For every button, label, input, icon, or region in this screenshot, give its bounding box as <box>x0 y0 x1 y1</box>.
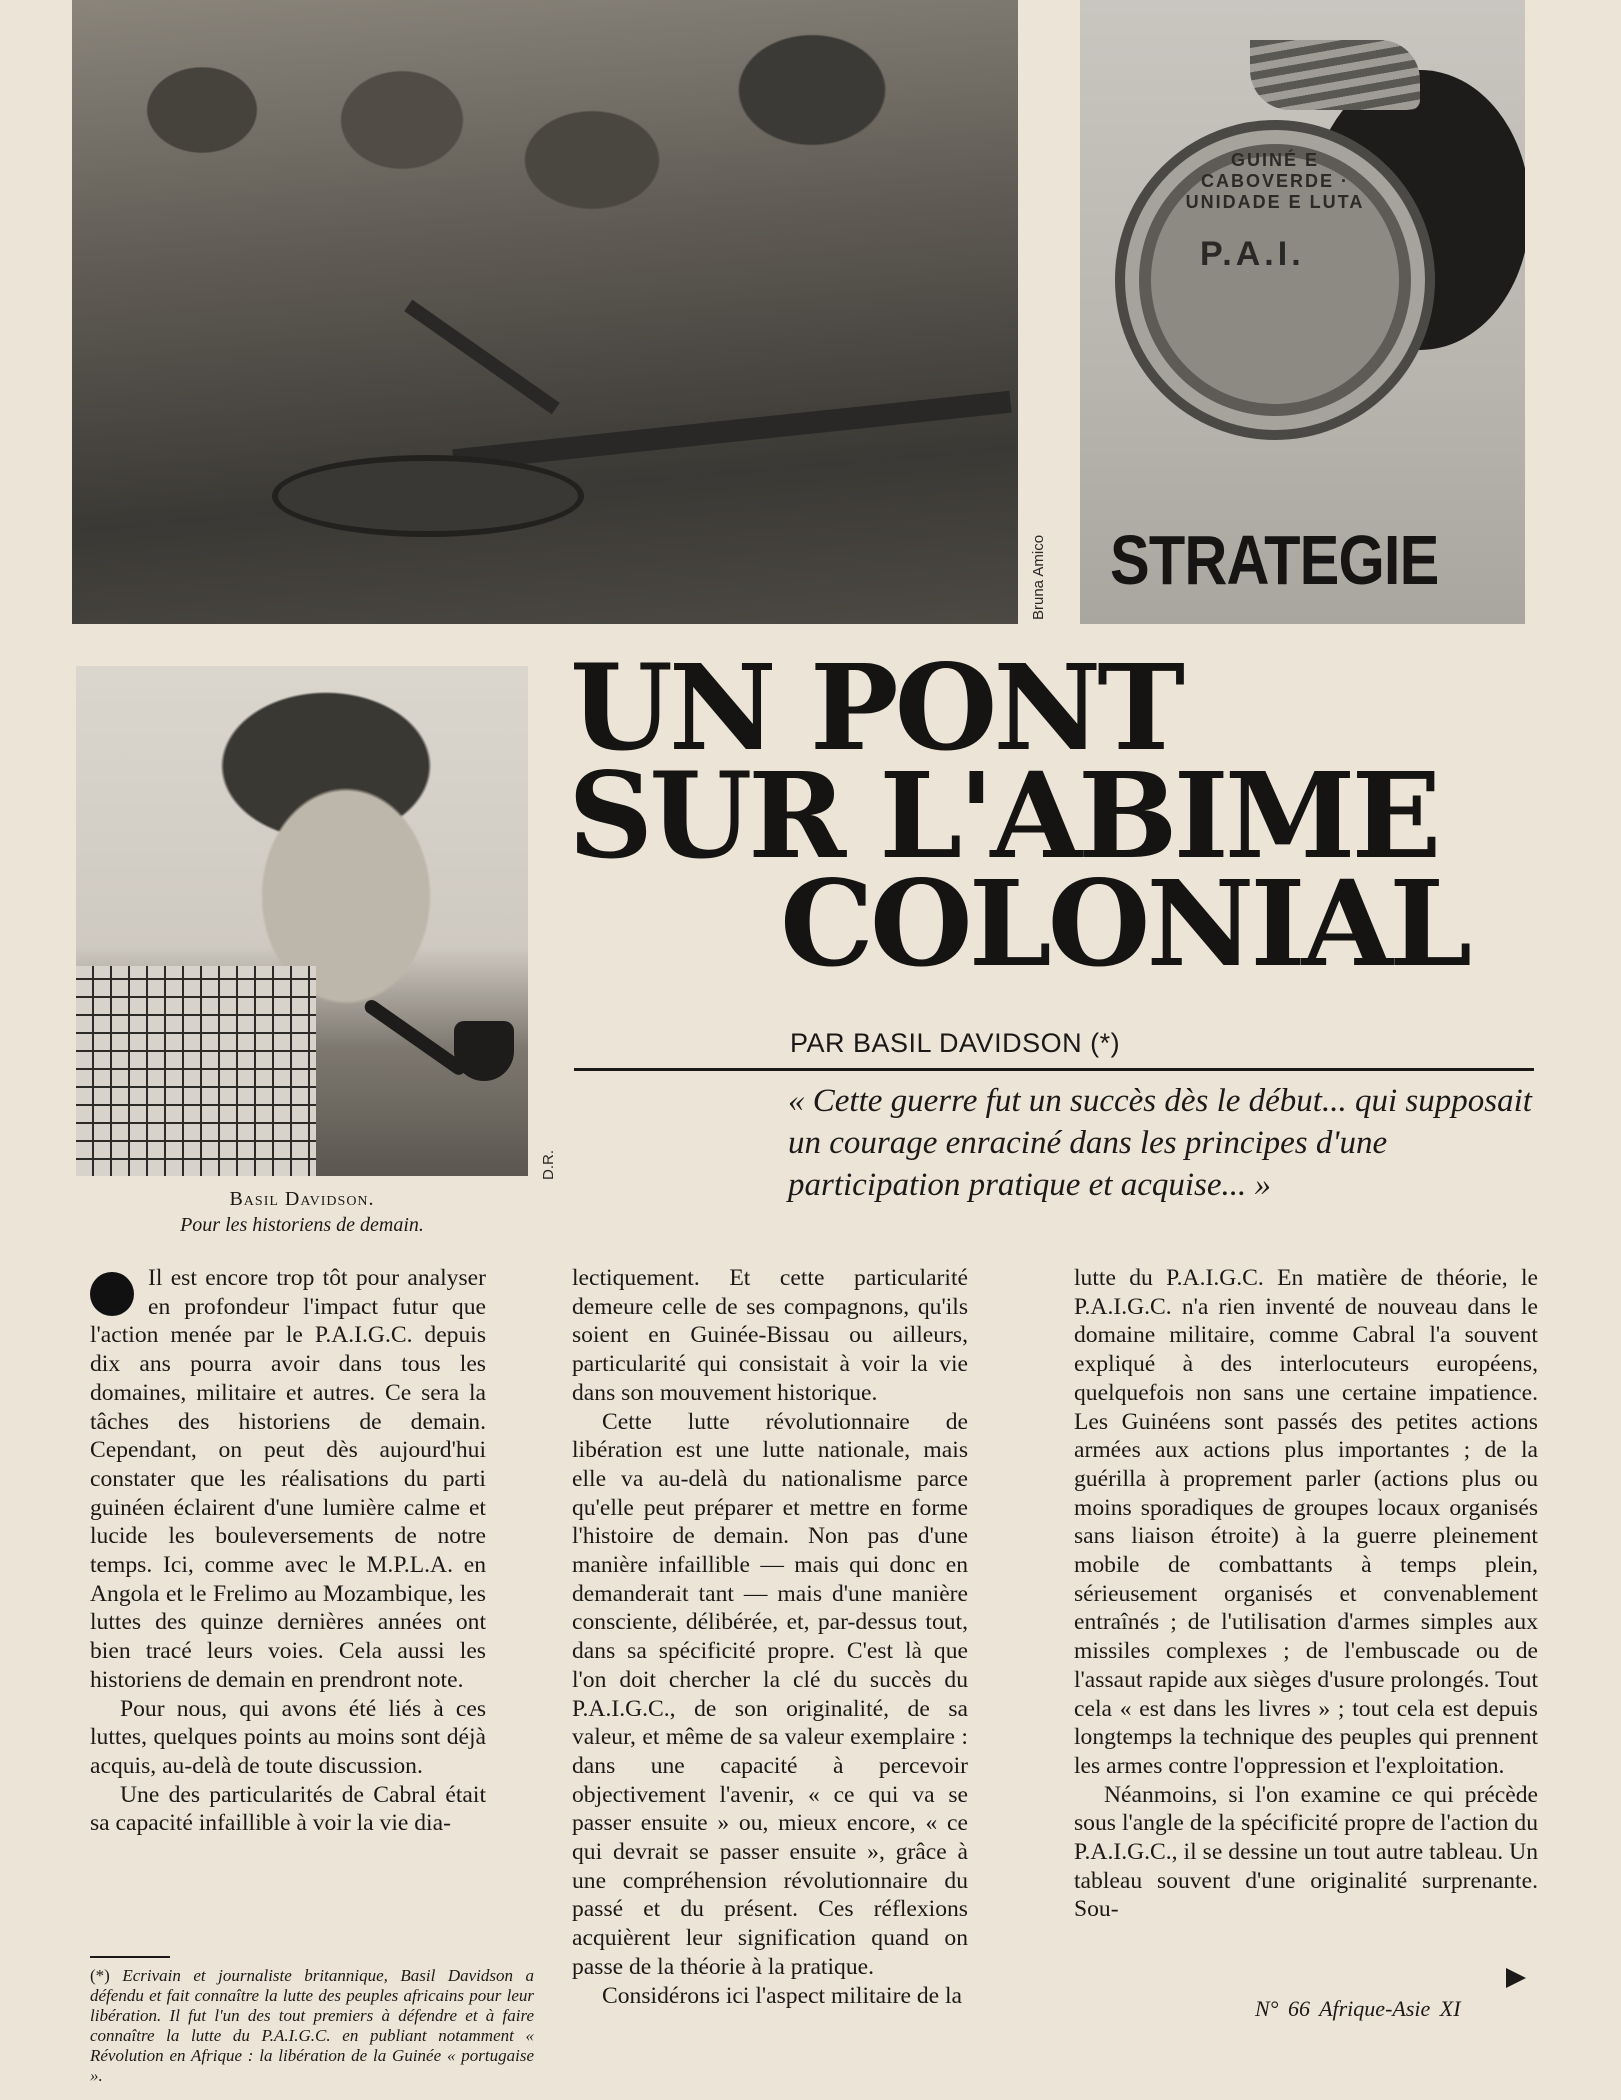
bullet-icon <box>90 1272 134 1316</box>
footnote-marker: (*) <box>90 1966 110 1985</box>
photo-credit-soldiers: Bruna Amico <box>1030 534 1047 620</box>
title-line-3: COLONIAL <box>780 854 1469 993</box>
body-column-1 <box>90 1264 486 1838</box>
section-label: STRATEGIE <box>1110 521 1439 599</box>
footnote-text: Ecrivain et journaliste britannique, Basil Davidson a défendu et fait connaître la lutte des peuples africains pour leur libération. Il fut l'un des tout premiers à défendre et à faire connaître la lutte du P.A.I.G.C. en publiant notamment « Révolution en Afrique : la libération de la Guinée « portugaise ». <box>90 1966 534 2085</box>
caption-name: Basil Davidson. <box>229 1188 375 1210</box>
title-rule <box>574 1068 1534 1071</box>
paragraph: Une des particularités de Cabral était sa capacité infaillible à voir la vie dia- <box>90 1781 486 1837</box>
page-folio: N° 66 Afrique-Asie XI <box>1255 1996 1461 2021</box>
paragraph: Néanmoins, si l'on examine ce qui précède sous l'angle de la spécificité propre de l'action du P.A.I.G.C., il se dessine un tout autre tableau. Un tableau souvent d'une originalité surprenante. Sou- <box>1074 1781 1538 1923</box>
emblem-wing-icon <box>1250 40 1420 110</box>
gun-drum-magazine <box>272 455 584 537</box>
paragraph: lectiquement. Et cette particularité demeure celle de ses compagnons, qu'ils soient en Guinée-Bissau ou ailleurs, particularité qui consistait à voir la vie dans son mouvement historique. <box>572 1265 968 1406</box>
body-column-2 <box>572 1264 968 2010</box>
photo-caption <box>76 1186 528 1238</box>
title-line-1: UN PONT <box>570 638 1182 777</box>
paragraph: Cette lutte révolutionnaire de libération est une lutte nationale, mais elle va au-delà du nationalisme parce qu'elle peut préparer et mettre en forme l'histoire de demain. Non pas d'une manière infaillible — mais qui donc en demanderait tant — mais d'une manière consciente, délibérée, et, par-dessus tout, dans sa spécificité propre. C'est là que l'on doit chercher la clé du succès du P.A.I.G.C., de son originalité, de sa valeur, et même de sa valeur exemplaire : dans une capacité à percevoir objectivement l'avenir, « ce qui va se passer ensuite » ou, mieux encore, « ce qui devrait se passer ensuite », grâce à une compréhension révolutionnaire du passé et du présent. Ces réflexions acquièrent leur signification quand on passe de la théorie à la pratique. <box>572 1408 968 1980</box>
footnote <box>90 1966 534 2086</box>
photo-credit-portrait: D.R. <box>540 1150 557 1180</box>
pipe-bowl <box>454 1021 514 1081</box>
portrait-checked-shirt <box>76 966 316 1176</box>
paragraph: lutte du P.A.I.G.C. En matière de théorie, le P.A.I.G.C. n'a rien inventé de nouveau dans le domaine militaire, comme Cabral l'a souvent expliqué à des interlocuteurs européens, quelquefois non sans une certaine impatience. Les Guinéens sont passés des petites actions armées aux actions plus importantes ; de la guérilla à proprement parler (actions plus ou moins sporadiques de groupes locaux organisés sans liaison étroite) à la guerre pleinement mobile de combattants à temps plein, sérieusement organisés et convenablement entraînés ; de l'utilisation d'armes simples aux missiles complexes ; de l'embuscade ou de l'assaut rapide aux sièges d'usure prolongés. Tout cela « est dans les livres » ; tout cela est depuis longtemps la technique des peuples qui prennent les armes contre l'oppression et l'exploitation. <box>1074 1265 1538 1779</box>
emblem-ring-text: GUINÉ E CABOVERDE · UNIDADE E LUTA <box>1185 150 1365 212</box>
paragraph <box>90 1264 486 1695</box>
caption-description: Pour les historiens de demain. <box>180 1214 424 1236</box>
emblem-paigc-text: P.A.I. <box>1200 235 1305 273</box>
paragraph: Pour nous, qui avons été liés à ces luttes, quelques points au moins sont déjà acquis, au-delà de toute discussion. <box>90 1695 486 1779</box>
gun-handle <box>404 300 559 415</box>
footnote-rule <box>90 1956 170 1958</box>
article-title <box>560 638 1540 993</box>
pull-quote: « Cette guerre fut un succès dès le début... qui supposait un courage enraciné dans les principes d'une participation pratique et acquise... » <box>788 1083 1532 1203</box>
body-column-3 <box>1074 1264 1538 1924</box>
title-line-2: SUR L'ABIME <box>568 746 1438 885</box>
continue-arrow-icon <box>1506 1968 1526 1988</box>
pipe-icon <box>362 997 468 1077</box>
paragraph: Considérons ici l'aspect militaire de la <box>602 1982 963 2009</box>
photo-soldiers-machine-gun <box>72 0 1018 624</box>
paragraph-text: Il est encore trop tôt pour analyser en profondeur l'impact futur que l'action menée par le P.A.I.G.C. depuis dix ans pourra avoir dans tous les domaines, militaire et autres. Ce sera la tâches des historiens de demain. Cependant, on peut dès aujourd'hui constater que les réalisations du parti guinéen éclairent d'une lumière calme et lucide les bouleversements de notre temps. Ici, comme avec le M.P.L.A. en Angola et le Frelimo au Mozambique, les luttes des quinze dernières années ont bien tracé leurs voies. Cela aussi les historiens de demain en prendront note. <box>90 1265 486 1693</box>
byline: PAR BASIL DAVIDSON (*) <box>790 1028 1121 1058</box>
photo-portrait-basil-davidson <box>76 666 528 1176</box>
